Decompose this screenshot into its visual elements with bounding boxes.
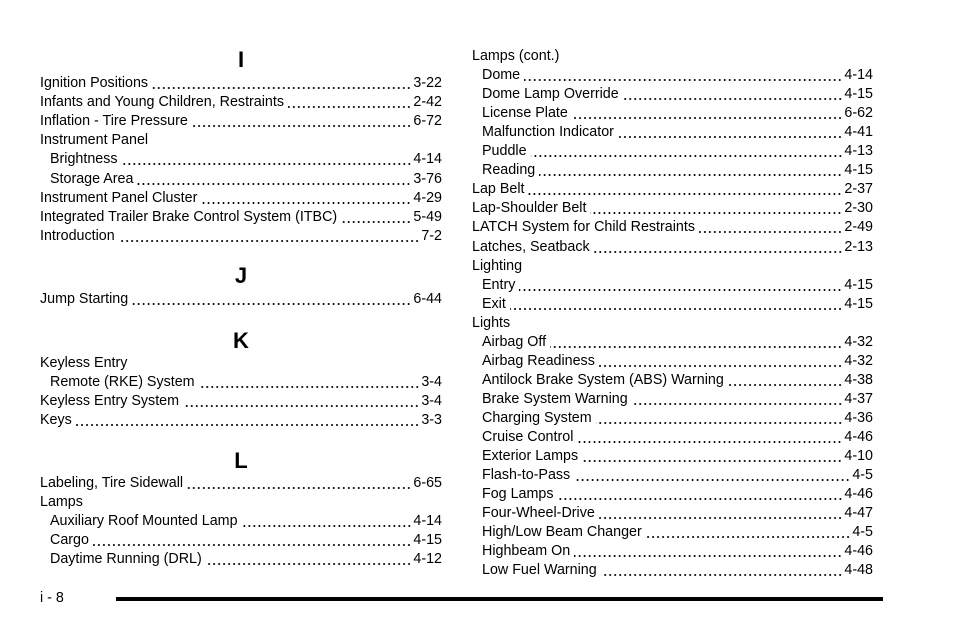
index-entry-page: 2-49 [844,219,873,236]
index-entry-label: Reading [482,162,536,179]
index-entry [472,85,873,104]
index-entry-page: 2-13 [844,238,873,255]
index-entry-label: Inflation - Tire Pressure [40,113,188,130]
index-entry [472,66,873,85]
index-entry-page: 4-10 [844,448,873,465]
index-entry-label: Latches, Seatback [472,238,590,255]
index-entry [40,373,442,392]
dot-leader [76,424,420,426]
index-entry-page: 4-32 [844,352,873,369]
index-entry-label: Dome [482,67,521,84]
index-group-heading [40,493,442,512]
index-entry [40,112,442,131]
index-entry-label: High/Low Beam Changer [482,524,642,541]
index-entry-page: 4-38 [844,371,873,388]
dot-leader [137,183,411,185]
index-entry [472,295,873,314]
dot-leader [206,563,412,565]
index-entry-label: Entry [482,276,516,293]
dot-leader [577,441,842,443]
dot-leader [152,87,411,89]
index-entry-page: 3-4 [421,393,442,410]
index-entry-label: Four-Wheel-Drive [482,505,595,522]
index-entry-label: Airbag Off [482,333,547,350]
dot-leader [187,487,411,489]
dot-leader [599,365,843,367]
index-entry-page: 4-41 [844,124,873,141]
index-entry [472,542,873,561]
dot-leader [558,498,843,500]
index-entry-label: Low Fuel Warning [482,562,597,579]
index-entry [40,74,442,93]
index-entry [472,199,873,218]
index-entry-label: Daytime Running (DRL) [50,551,202,568]
index-entry-page: 4-48 [844,562,873,579]
index-entry-page: 4-15 [844,295,873,312]
index-entry-label: LATCH System for Child Restraints [472,219,695,236]
index-entry-page: 7-2 [421,227,442,244]
index-entry [40,531,442,550]
index-entry-page: 3-4 [421,374,442,391]
index-entry [40,208,442,227]
dot-leader [646,536,851,538]
dot-leader [183,405,419,407]
dot-leader [539,174,842,176]
index-entry-page: 3-22 [413,75,442,91]
index-entry-page: 6-65 [413,475,442,491]
dot-leader [550,346,842,348]
index-entry-label: Highbeam On [482,543,571,560]
dot-leader [341,221,411,223]
dot-leader [122,163,412,165]
index-entry [472,238,873,257]
dot-leader [201,202,411,204]
index-entry-page: 4-14 [844,67,873,84]
index-entry-page: 4-13 [844,143,873,160]
index-entry-label: Charging System [482,409,592,426]
index-entry-page: 4-14 [413,513,442,530]
index-entry [472,428,873,447]
index-entry-page: 4-15 [844,162,873,179]
index-entry-page: 3-3 [421,412,442,429]
index-entry-label: Infants and Young Children, Restraints [40,94,285,111]
index-entry-page: 4-46 [844,429,873,445]
index-entry [40,474,442,493]
index-entry [472,371,873,390]
index-entry-label: Remote (RKE) System [50,374,195,391]
index-entry-label: Labeling, Tire Sidewall [40,475,184,491]
index-entry-page: 4-14 [413,151,442,168]
dot-leader [582,460,842,462]
section-letter-heading: I [237,47,245,72]
index-entry-label: Instrument Panel Cluster [40,189,198,206]
index-entry [472,276,873,295]
index-entry-page: 4-15 [844,86,873,103]
index-entry-page: 4-15 [844,276,873,293]
index-entry [472,142,873,161]
index-entry-label: Brake System Warning [482,390,628,407]
dot-leader [242,525,412,527]
index-entry-page: 4-12 [413,551,442,568]
dot-leader [699,231,842,233]
index-entry-label: Puddle [482,143,527,160]
dot-leader [288,106,411,108]
index-entry [472,161,873,180]
index-entry [472,409,873,428]
index-group-heading [472,257,873,276]
page-number: i - 8 [40,590,64,606]
index-entry [472,104,873,123]
dot-leader [632,403,843,405]
index-group-heading [40,131,442,150]
dot-leader [728,384,843,386]
index-entry [40,227,442,246]
index-entry-label: Keyless Entry [40,355,128,371]
dot-leader [574,479,850,481]
index-entry-label: Exit [482,295,506,312]
index-entry-page: 4-29 [413,189,442,206]
index-entry-page: 4-37 [844,390,873,407]
index-entry-label: Lamps [40,494,83,511]
index-entry-page: 6-44 [413,291,442,307]
index-entry [472,561,873,580]
section-letter-heading: K [233,328,249,353]
index-entry-page: 4-32 [844,333,873,350]
index-group-heading [40,354,442,373]
index-entry-label: Lights [472,314,511,331]
dot-leader [519,289,842,291]
index-entry-label: Keys [40,412,72,429]
dot-leader [199,386,420,388]
index-entry-label: Instrument Panel [40,132,149,149]
dot-leader [132,303,411,305]
dot-leader [572,117,843,119]
index-entry [40,93,442,112]
index-entry-page: 2-42 [413,94,442,111]
dot-leader [93,544,411,546]
dot-leader [618,136,842,138]
index-entry-label: Lamps (cont.) [472,48,560,64]
dot-leader [596,422,843,424]
index-entry-label: Jump Starting [40,291,129,307]
dot-leader [528,193,842,195]
index-entry [472,523,873,542]
index-entry-page: 4-5 [852,524,873,541]
index-group-heading [472,314,873,333]
dot-leader [524,79,842,81]
dot-leader [574,555,842,557]
index-entry-page: 2-30 [844,200,873,217]
dot-leader [623,98,843,100]
index-group-heading [472,47,873,66]
index-entry-label: Lap Belt [472,181,525,198]
index-entry-page: 4-47 [844,505,873,522]
index-entry [472,123,873,142]
index-entry-label: Malfunction Indicator [482,124,614,141]
index-entry-page: 6-72 [413,113,442,130]
index-entry [40,392,442,411]
dot-leader [594,251,843,253]
index-entry-page: 4-36 [844,409,873,426]
index-entry [40,170,442,189]
index-entry-label: Keyless Entry System [40,393,180,410]
index-entry-page: 4-46 [844,543,873,560]
dot-leader [531,155,843,157]
dot-leader [192,125,412,127]
dot-leader [510,308,843,310]
index-entry-label: Integrated Trailer Brake Control System (ITBC) [40,208,338,225]
index-entry-label: Lap-Shoulder Belt [472,200,587,217]
index-entry-page: 3-76 [413,170,442,187]
index-entry-label: Storage Area [50,170,134,187]
index-entry-page: 6-62 [844,105,873,122]
index-entry-label: Exterior Lamps [482,448,579,465]
section-letter-heading: L [234,448,248,473]
index-entry [472,180,873,199]
index-entry [40,512,442,531]
index-entry [472,466,873,485]
index-entry-label: Ignition Positions [40,75,149,91]
index-entry [472,218,873,237]
index-entry-page: 4-5 [852,467,873,484]
index-entry-label: Cargo [50,532,89,549]
dot-leader [599,517,843,519]
index-entry-label: Brightness [50,151,118,168]
index-entry-label: Cruise Control [482,429,574,445]
index-entry-label: Lighting [472,257,523,274]
index-entry-label: Introduction [40,227,115,244]
section-letter-heading: J [234,263,248,288]
index-entry [472,333,873,352]
index-entry [40,411,442,430]
index-entry-page: 4-46 [844,486,873,503]
index-entry-label: Auxiliary Roof Mounted Lamp [50,513,238,530]
index-entry [40,290,442,309]
index-entry-page: 2-37 [844,181,873,198]
index-entry [40,189,442,208]
index-entry-label: Fog Lamps [482,486,554,503]
index-entry-label: License Plate [482,105,568,122]
index-entry [40,150,442,169]
index-entry [472,504,873,523]
index-entry-label: Antilock Brake System (ABS) Warning [482,371,724,388]
index-entry [40,550,442,569]
index-entry [472,447,873,466]
index-entry-page: 4-15 [413,532,442,549]
dot-leader [119,240,420,242]
footer-rule [116,597,883,601]
index-entry [472,485,873,504]
index-entry [472,390,873,409]
index-entry-label: Airbag Readiness [482,352,595,369]
dot-leader [590,212,842,214]
index-entry [472,352,873,371]
index-entry-label: Dome Lamp Override [482,86,619,103]
dot-leader [601,574,843,576]
index-entry-page: 5-49 [413,208,442,225]
index-entry-label: Flash-to-Pass [482,467,571,484]
